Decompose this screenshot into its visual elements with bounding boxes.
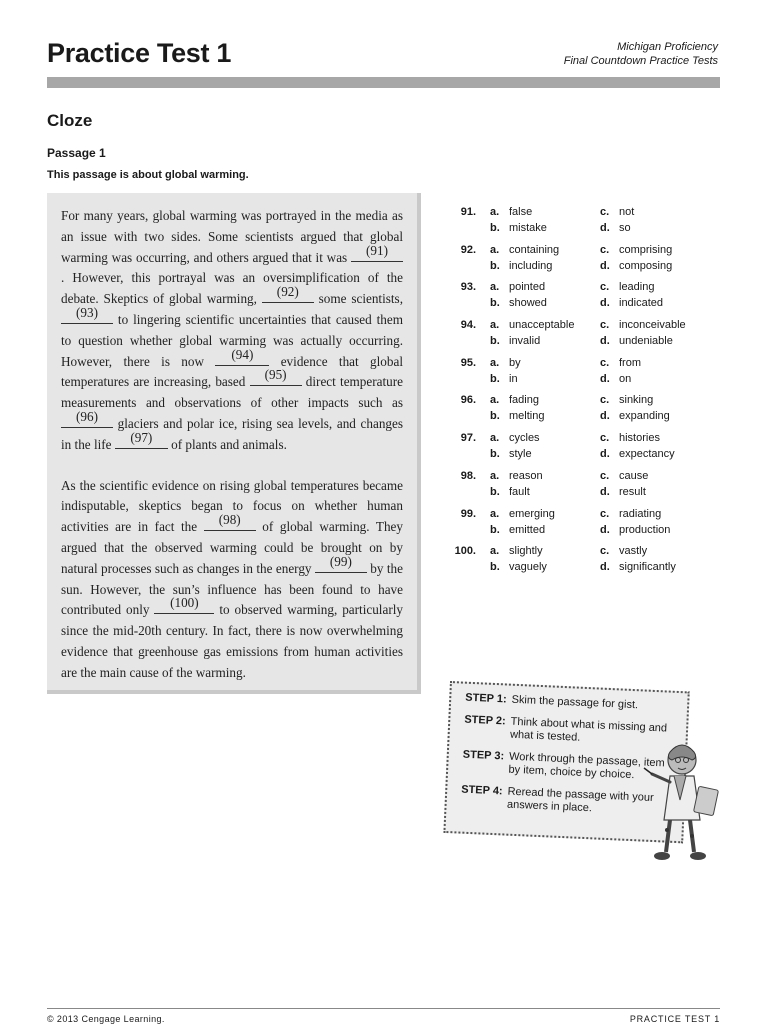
question-number: 93. bbox=[460, 281, 476, 294]
option-letter: b. bbox=[490, 222, 500, 234]
option-text: expanding bbox=[619, 410, 670, 423]
option-letter: d. bbox=[600, 410, 610, 423]
option-text: vaguely bbox=[509, 561, 547, 574]
option-text: sinking bbox=[619, 394, 654, 407]
option-a[interactable] bbox=[490, 281, 545, 293]
question-number: 96. bbox=[460, 394, 476, 407]
section-heading: Cloze bbox=[47, 111, 93, 130]
passage-text: For many years, global warming was portrayed in the media as an issue with two sides. Some scientists argued that global warming was occurring, and others argued that it was bbox=[61, 208, 403, 265]
option-c[interactable] bbox=[600, 357, 641, 369]
option-d[interactable] bbox=[600, 335, 673, 347]
step-text: Skim the passage for gist. bbox=[511, 693, 639, 712]
option-letter: d. bbox=[600, 335, 610, 348]
series-line-2: Final Countdown Practice Tests bbox=[563, 55, 718, 67]
passage-intro: This passage is about global warming. bbox=[47, 169, 249, 181]
option-text: inconceivable bbox=[619, 319, 686, 332]
question-number: 98. bbox=[460, 469, 476, 482]
option-letter: c. bbox=[600, 394, 610, 407]
option-c[interactable] bbox=[600, 545, 647, 557]
option-letter: a. bbox=[490, 206, 500, 218]
question-number: 99. bbox=[460, 507, 476, 520]
option-d[interactable] bbox=[600, 561, 676, 573]
option-text: showed bbox=[509, 297, 547, 310]
passage-text: glaciers and polar ice, rising sea levels, and changes in the life bbox=[61, 415, 403, 452]
option-d[interactable] bbox=[600, 448, 675, 460]
blank-number: (94) bbox=[231, 346, 254, 362]
passage-blank bbox=[61, 408, 113, 428]
passage-blank bbox=[115, 429, 168, 449]
option-text: reason bbox=[509, 469, 543, 482]
passage-text: evidence that global temperatures are increasing, based bbox=[61, 353, 403, 390]
passage-box bbox=[47, 193, 421, 694]
option-text: unacceptable bbox=[509, 319, 575, 332]
option-text: containing bbox=[509, 243, 560, 256]
question-item bbox=[448, 545, 720, 583]
option-letter: a. bbox=[490, 281, 500, 294]
option-a[interactable] bbox=[490, 470, 543, 482]
strategy-step bbox=[465, 692, 675, 714]
option-letter: b. bbox=[490, 297, 500, 310]
step-label: STEP 3: bbox=[462, 748, 505, 763]
blank-number: (98) bbox=[218, 512, 241, 528]
option-b[interactable] bbox=[490, 222, 547, 234]
option-text: style bbox=[509, 448, 532, 461]
option-letter: b. bbox=[490, 523, 500, 536]
option-letter: a. bbox=[490, 243, 500, 256]
option-letter: d. bbox=[600, 259, 610, 272]
question-item bbox=[448, 357, 720, 395]
option-text: pointed bbox=[509, 281, 546, 294]
passage-paragraph-2 bbox=[61, 476, 403, 684]
option-d[interactable] bbox=[600, 524, 670, 536]
option-text: so bbox=[619, 222, 631, 234]
option-letter: d. bbox=[600, 372, 610, 385]
option-d[interactable] bbox=[600, 410, 670, 422]
option-text: undeniable bbox=[619, 335, 673, 348]
question-item bbox=[448, 244, 720, 282]
option-text: production bbox=[619, 523, 671, 536]
option-text: melting bbox=[509, 410, 545, 423]
question-number: 94. bbox=[460, 319, 476, 332]
option-b[interactable] bbox=[490, 373, 518, 385]
option-letter: a. bbox=[490, 394, 500, 407]
passage-text: some scientists, bbox=[313, 291, 403, 307]
option-a[interactable] bbox=[490, 394, 539, 406]
option-text: significantly bbox=[619, 561, 676, 574]
answer-options-list bbox=[448, 206, 720, 583]
passage-blank bbox=[315, 553, 367, 573]
option-text: indicated bbox=[619, 297, 664, 310]
footer-copyright: © 2013 Cengage Learning. bbox=[47, 1014, 165, 1024]
option-a[interactable] bbox=[490, 357, 521, 369]
header-rule bbox=[47, 77, 720, 88]
question-item bbox=[448, 319, 720, 357]
option-letter: a. bbox=[490, 545, 500, 558]
passage-text: . However, this portrayal was an oversimplification of the debate. Skeptics of global warming, bbox=[61, 270, 403, 307]
blank-number: (93) bbox=[76, 304, 98, 320]
question-item bbox=[448, 470, 720, 508]
passage-text: of global warming. They argued that the observed warming could be brought on by natural processes such as changes in the energy bbox=[61, 519, 403, 576]
option-letter: c. bbox=[600, 356, 610, 369]
option-letter: b. bbox=[490, 561, 500, 574]
question-item bbox=[448, 508, 720, 546]
option-letter: d. bbox=[600, 561, 610, 574]
option-letter: d. bbox=[600, 523, 610, 536]
question-item bbox=[448, 206, 720, 244]
blank-number: (97) bbox=[130, 429, 153, 445]
option-a[interactable] bbox=[490, 244, 559, 256]
passage-label: Passage 1 bbox=[47, 146, 106, 160]
passage-blank bbox=[262, 284, 314, 303]
option-letter: a. bbox=[490, 356, 500, 369]
option-letter: c. bbox=[600, 243, 610, 256]
page-title: Practice Test 1 bbox=[47, 38, 232, 68]
option-text: fault bbox=[509, 485, 530, 498]
footer-page-label: PRACTICE TEST 1 bbox=[629, 1014, 720, 1024]
option-letter: a. bbox=[490, 469, 500, 482]
option-b[interactable] bbox=[490, 260, 552, 272]
option-letter: a. bbox=[490, 319, 500, 332]
step-label: STEP 2: bbox=[464, 713, 506, 728]
option-c[interactable] bbox=[600, 244, 672, 256]
option-letter: b. bbox=[490, 410, 500, 423]
option-text: composing bbox=[619, 259, 673, 272]
option-letter: d. bbox=[600, 222, 610, 234]
option-d[interactable] bbox=[600, 486, 646, 498]
option-text: not bbox=[619, 206, 635, 218]
option-b[interactable] bbox=[490, 524, 545, 536]
passage-text: to observed warming, particularly since the mid-20th century. In fact, there is now overwhelming evidence that greenhouse gas emissions from human activities are the main cause of the warming. bbox=[61, 602, 403, 680]
option-text: radiating bbox=[619, 507, 662, 520]
option-text: on bbox=[619, 372, 632, 385]
option-text: emerging bbox=[509, 507, 555, 520]
option-c[interactable] bbox=[600, 508, 661, 520]
option-letter: c. bbox=[600, 432, 610, 445]
option-text: comprising bbox=[619, 243, 673, 256]
passage-blank bbox=[215, 346, 269, 366]
question-number: 92. bbox=[460, 243, 476, 256]
passage-text: to lingering scientific uncertainties that caused them to question whether global warming was actually occurring. However, there is now bbox=[61, 311, 403, 369]
option-letter: a. bbox=[490, 507, 500, 520]
option-b[interactable] bbox=[490, 561, 547, 573]
option-text: including bbox=[509, 259, 553, 272]
option-d[interactable] bbox=[600, 222, 631, 234]
blank-number: (96) bbox=[76, 408, 98, 424]
option-b[interactable] bbox=[490, 297, 547, 309]
option-c[interactable] bbox=[600, 470, 648, 482]
footer-rule bbox=[47, 1008, 720, 1009]
step-label: STEP 4: bbox=[461, 783, 503, 798]
question-item bbox=[448, 432, 720, 470]
step-label: STEP 1: bbox=[465, 691, 507, 706]
option-a[interactable] bbox=[490, 206, 532, 218]
passage-text: As the scientific evidence on rising global temperatures became indisputable, skeptics began to focus on whether human activities are in fact the bbox=[61, 477, 403, 535]
option-c[interactable] bbox=[600, 394, 653, 406]
option-text: expectancy bbox=[619, 448, 675, 461]
option-letter: b. bbox=[490, 335, 500, 348]
option-b[interactable] bbox=[490, 335, 540, 347]
passage-blank bbox=[204, 512, 256, 531]
option-text: emitted bbox=[509, 523, 546, 536]
passage-blank bbox=[351, 242, 403, 262]
step-text: Work through the passage, item by item, choice by choice. bbox=[508, 750, 665, 782]
step-text: Reread the passage with your answers in place. bbox=[506, 785, 654, 815]
passage-text: by the sun. However, the sun’s influence has been found to have contributed only bbox=[61, 560, 403, 618]
series-title bbox=[564, 40, 718, 68]
passage-paragraph-1 bbox=[61, 206, 403, 456]
option-b[interactable] bbox=[490, 448, 532, 460]
option-letter: b. bbox=[490, 259, 500, 272]
option-b[interactable] bbox=[490, 410, 544, 422]
option-text: invalid bbox=[509, 335, 541, 348]
question-number: 91. bbox=[460, 206, 476, 218]
option-letter: d. bbox=[600, 448, 610, 461]
option-text: leading bbox=[619, 281, 655, 294]
option-letter: c. bbox=[600, 206, 610, 218]
passage-blank bbox=[250, 367, 302, 386]
option-letter: c. bbox=[600, 469, 610, 482]
option-text: cause bbox=[619, 469, 649, 482]
option-text: false bbox=[509, 206, 533, 218]
option-letter: b. bbox=[490, 485, 500, 498]
option-text: result bbox=[619, 485, 646, 498]
option-c[interactable] bbox=[600, 281, 654, 293]
option-text: from bbox=[619, 356, 641, 369]
option-letter: d. bbox=[600, 297, 610, 310]
question-item bbox=[448, 281, 720, 319]
blank-number: (100) bbox=[170, 595, 199, 611]
question-number: 95. bbox=[460, 356, 476, 369]
option-a[interactable] bbox=[490, 432, 540, 444]
step-text: Think about what is missing and what is tested. bbox=[509, 715, 668, 744]
question-item bbox=[448, 394, 720, 432]
option-letter: b. bbox=[490, 372, 500, 385]
option-text: slightly bbox=[509, 545, 543, 558]
blank-number: (91) bbox=[366, 242, 388, 258]
option-letter: c. bbox=[600, 281, 610, 294]
blank-number: (95) bbox=[264, 367, 287, 383]
option-c[interactable] bbox=[600, 432, 660, 444]
teacher-illustration-icon bbox=[640, 740, 720, 865]
option-text: vastly bbox=[619, 545, 648, 558]
option-d[interactable] bbox=[600, 297, 663, 309]
option-a[interactable] bbox=[490, 508, 555, 520]
blank-number: (92) bbox=[276, 284, 299, 300]
option-c[interactable] bbox=[600, 206, 634, 218]
option-letter: c. bbox=[600, 507, 610, 520]
series-line-1: Michigan Proficiency bbox=[617, 41, 718, 53]
option-letter: c. bbox=[600, 319, 610, 332]
option-letter: c. bbox=[600, 545, 610, 558]
option-text: mistake bbox=[509, 222, 547, 234]
question-number: 100. bbox=[454, 545, 476, 558]
option-letter: b. bbox=[490, 448, 500, 461]
option-text: in bbox=[509, 372, 518, 385]
option-a[interactable] bbox=[490, 319, 574, 331]
option-text: histories bbox=[619, 432, 660, 445]
passage-text: direct temperature measurements and observations of other impacts such as bbox=[61, 374, 403, 411]
option-letter: a. bbox=[490, 432, 500, 445]
option-b[interactable] bbox=[490, 486, 530, 498]
option-d[interactable] bbox=[600, 373, 631, 385]
option-c[interactable] bbox=[600, 319, 686, 331]
option-d[interactable] bbox=[600, 260, 672, 272]
question-number: 97. bbox=[460, 432, 476, 445]
passage-text: of plants and animals. bbox=[167, 436, 287, 452]
option-text: by bbox=[509, 356, 521, 369]
option-text: fading bbox=[509, 394, 539, 407]
option-letter: d. bbox=[600, 485, 610, 498]
option-a[interactable] bbox=[490, 545, 543, 557]
blank-number: (99) bbox=[329, 553, 352, 569]
option-text: cycles bbox=[509, 432, 540, 445]
passage-blank bbox=[61, 304, 113, 324]
passage-blank bbox=[154, 595, 214, 614]
